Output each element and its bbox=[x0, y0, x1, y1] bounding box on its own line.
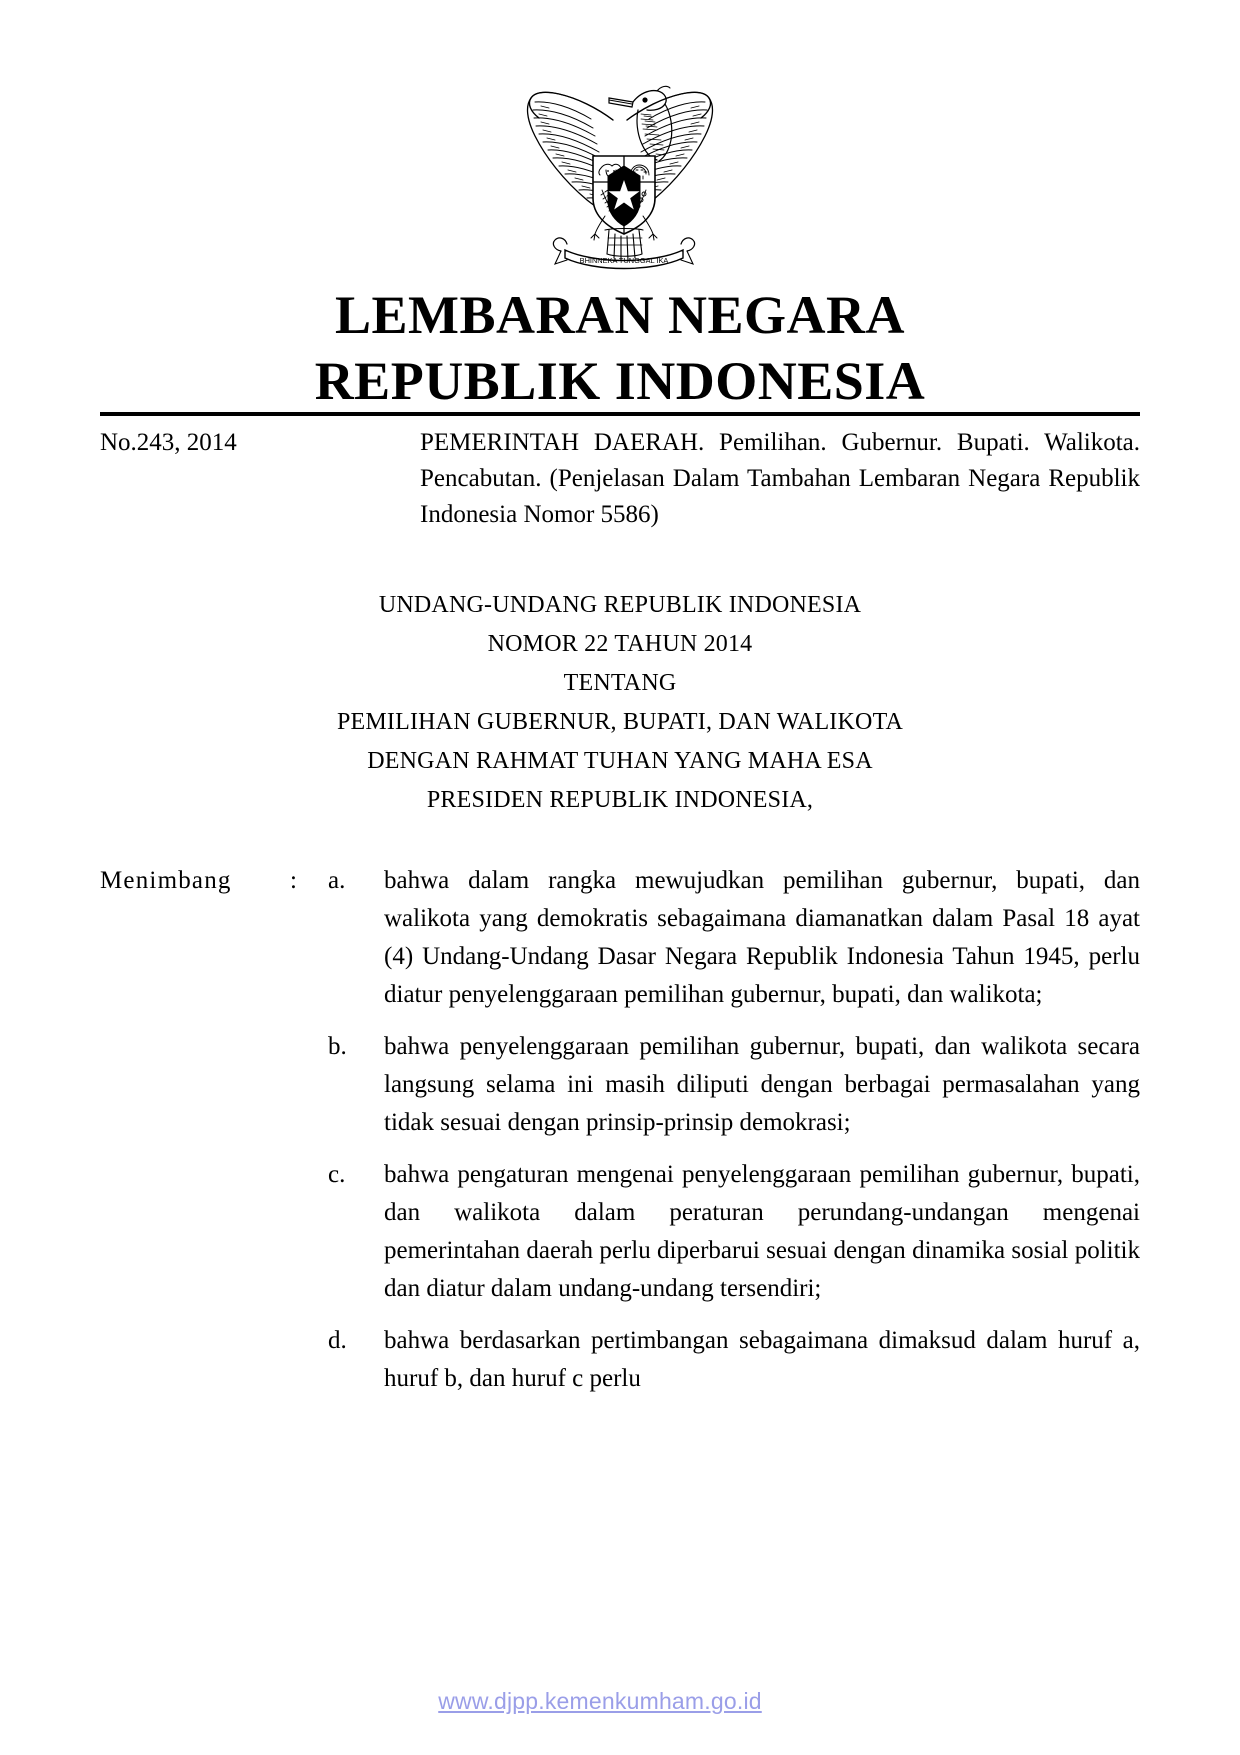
clause-text-c: bahwa pengaturan mengenai penyelenggaraan pemilihan gubernur, bupati, dan walikota dalam peraturan perundang-undangan mengenai pemerintahan daerah perlu diperbarui sesuai dengan dinamika sosial politik dan diatur dalam undang-undang tersendiri; bbox=[384, 1161, 1140, 1302]
law-title-block bbox=[100, 586, 1140, 820]
title-line-topic: PEMILIHAN GUBERNUR, BUPATI, DAN WALIKOTA bbox=[336, 709, 904, 735]
menimbang-section bbox=[100, 862, 1140, 1412]
clause-item-b bbox=[100, 1028, 1140, 1142]
title-line-law-name: UNDANG-UNDANG REPUBLIK INDONESIA bbox=[378, 592, 862, 618]
gazette-subject: PEMERINTAH DAERAH. Pemilihan. Gubernur. Bupati. Walikota. Pencabutan. (Penjelasan Dalam Tambahan Lembaran Negara Republik Indonesia Nomor 5586) bbox=[420, 429, 1140, 528]
footer-source-url[interactable]: www.djpp.kemenkumham.go.id bbox=[438, 1688, 762, 1714]
gazette-number: No.243, 2014 bbox=[100, 429, 237, 456]
garuda-pancasila-emblem bbox=[505, 58, 735, 273]
clause-item-a bbox=[100, 862, 1140, 1014]
clause-text-d: bahwa berdasarkan pertimbangan sebagaimana dimaksud dalam huruf a, huruf b, dan huruf c perlu bbox=[384, 1327, 1140, 1392]
masthead-line-2: REPUBLIK INDONESIA bbox=[314, 351, 926, 411]
masthead-divider bbox=[100, 412, 1140, 416]
title-line-number: NOMOR 22 TAHUN 2014 bbox=[487, 631, 753, 657]
emblem-motto-text: BHINNEKA TUNGGAL IKA bbox=[579, 256, 669, 265]
emblem-container bbox=[0, 58, 1240, 273]
clause-text-b: bahwa penyelenggaraan pemilihan gubernur, bupati, dan walikota secara langsung selama ini masih diliputi dengan berbagai permasalahan yang tidak sesuai dengan prinsip-prinsip demokrasi; bbox=[384, 1033, 1140, 1136]
clause-marker-d: d. bbox=[328, 1327, 347, 1354]
title-line-about: TENTANG bbox=[563, 670, 677, 696]
gazette-header-row bbox=[100, 425, 1140, 533]
menimbang-label: Menimbang bbox=[100, 867, 232, 894]
clause-text-a: bahwa dalam rangka mewujudkan pemilihan gubernur, bupati, dan walikota yang demokratis sebagaimana diamanatkan dalam Pasal 18 ayat (4) Undang-Undang Dasar Negara Republik Indonesia Tahun 1945, perlu diatur penyelenggaraan pemilihan gubernur, bupati, dan walikota; bbox=[384, 867, 1140, 1008]
clause-item-d bbox=[100, 1322, 1140, 1398]
clause-marker-c: c. bbox=[328, 1161, 346, 1188]
masthead-line-1: LEMBARAN NEGARA bbox=[334, 285, 906, 345]
title-line-invocation: DENGAN RAHMAT TUHAN YANG MAHA ESA bbox=[367, 748, 873, 774]
clause-item-c bbox=[100, 1156, 1140, 1308]
masthead bbox=[0, 282, 1240, 414]
title-line-president: PRESIDEN REPUBLIK INDONESIA, bbox=[426, 787, 814, 813]
clause-marker-b: b. bbox=[328, 1033, 347, 1060]
menimbang-colon: : bbox=[290, 867, 297, 894]
clause-marker-a: a. bbox=[328, 867, 346, 894]
page-footer bbox=[0, 1688, 1240, 1715]
